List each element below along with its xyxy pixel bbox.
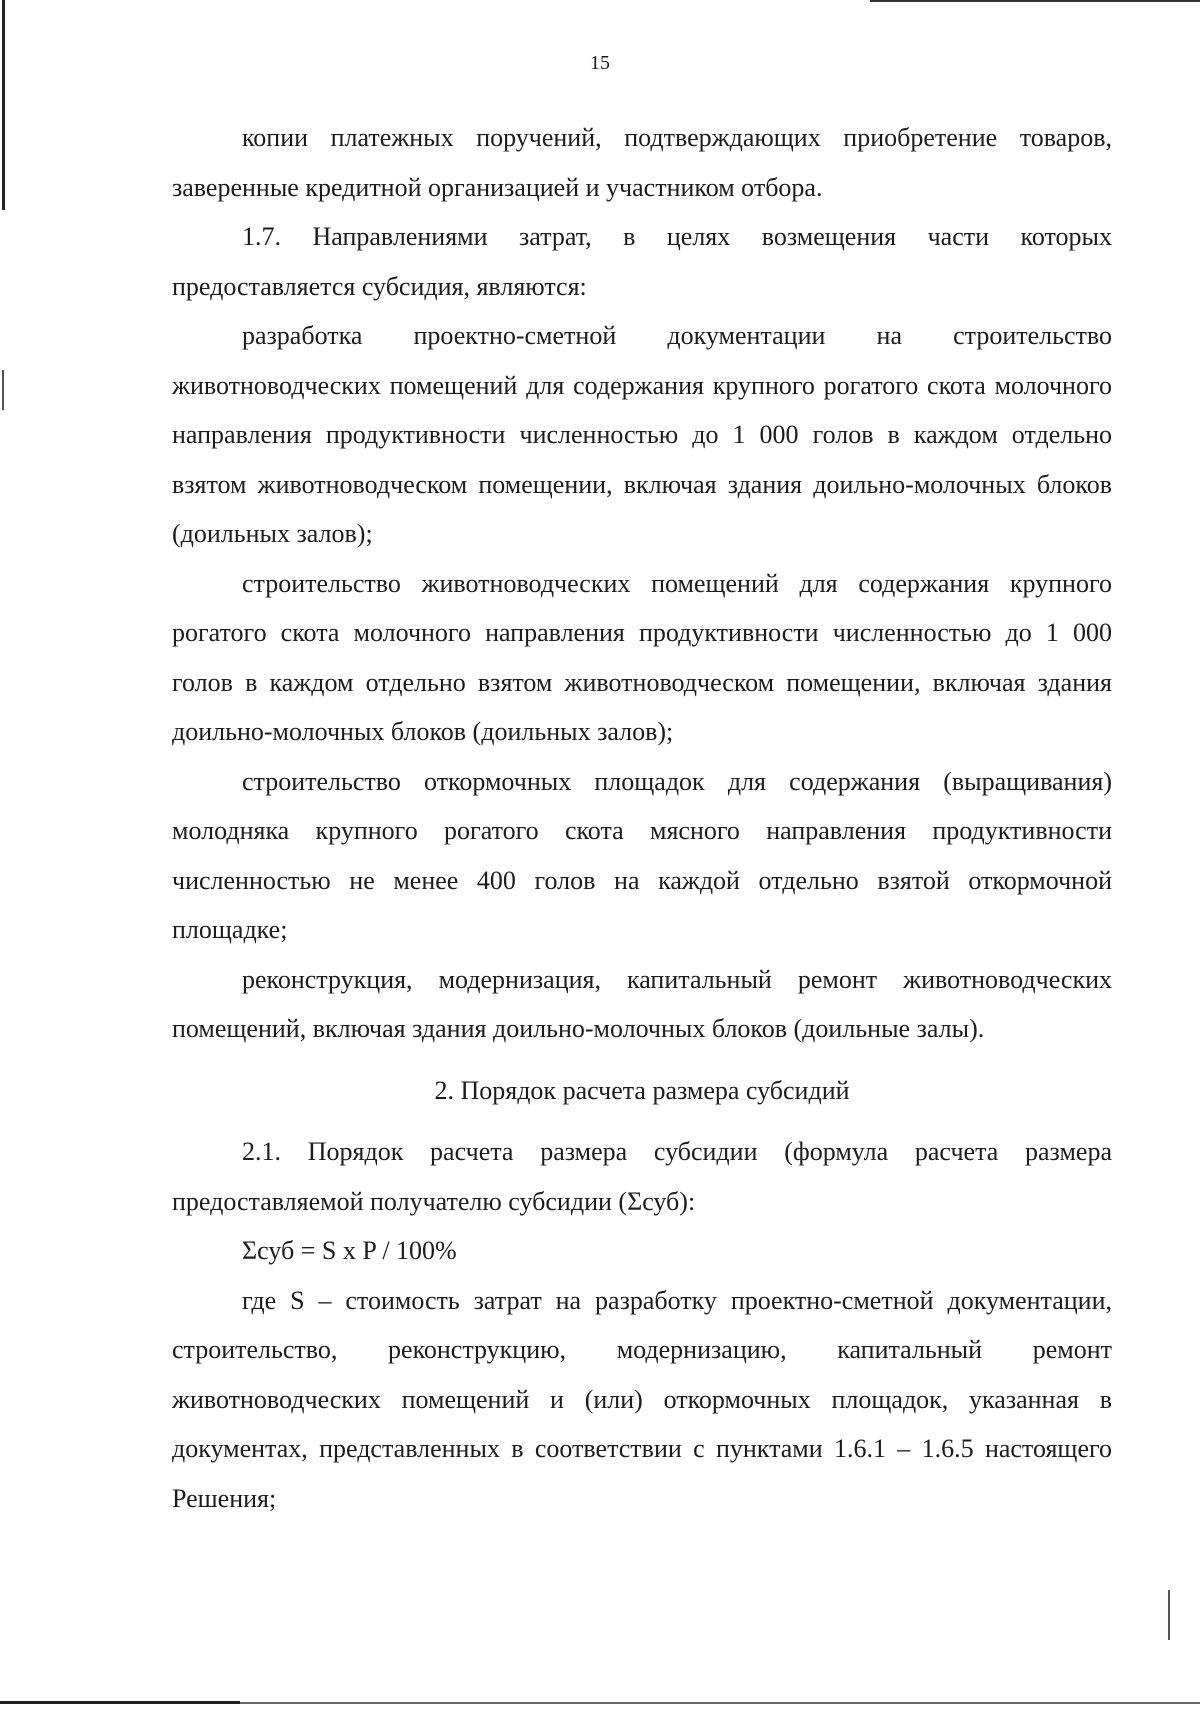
paragraph-payment-orders: копии платежных поручений, подтверждающих приобретение товаров, заверенные кредитной организацией и участником отбора. bbox=[172, 123, 1112, 202]
scan-border-bottom-dark bbox=[0, 1701, 240, 1704]
document-body bbox=[172, 113, 1112, 1523]
paragraph-definition-s: где S – стоимость затрат на разработку проектно-сметной документации, строительство, реконструкцию, модернизацию, капитальный ремонт животноводческих помещений и (или) откормочных площадок, указанная в документах, представленных в соответствии с пунктами 1.6.1 – 1.6.5 настоящего Решения; bbox=[172, 1285, 1112, 1513]
paragraph-design-docs: разработка проектно-сметной документации на строительство животноводческих помещений для содержания крупного рогатого скота молочного направления продуктивности численностью до 1 000 голов в каждом отдельно взятом животноводческом помещении, включая здания доильно-молочных блоков (доильных залов); bbox=[172, 321, 1112, 548]
paragraph-feedlots: строительство откормочных площадок для содержания (выращивания) молодняка крупного рогатого скота мясного направления продуктивности численностью не менее 400 голов на каждой отдельно взятой откормочной площадке; bbox=[172, 766, 1112, 944]
scan-border-left-mark bbox=[2, 370, 4, 410]
section-heading: 2. Порядок расчета размера субсидий bbox=[434, 1075, 850, 1105]
scan-border-right-mark bbox=[1168, 1590, 1170, 1640]
paragraph-construction-dairy: строительство животноводческих помещений для содержания крупного рогатого скота молочного направления продуктивности численностью до 1 000 голов в каждом отдельно взятом животноводческом помещении, включая здания доильно-молочных блоков (доильных залов); bbox=[172, 568, 1112, 746]
scan-border-left bbox=[2, 0, 5, 210]
formula: Σсуб = S x P / 100% bbox=[242, 1236, 457, 1265]
paragraph-reconstruction: реконструкция, модернизация, капитальный ремонт животноводческих помещений, включая здания доильно-молочных блоков (доильные залы). bbox=[172, 964, 1112, 1043]
page-number: 15 bbox=[590, 52, 610, 74]
paragraph-2-1: 2.1. Порядок расчета размера субсидии (формула расчета размера предоставляемой получателю субсидии (Σсуб): bbox=[172, 1137, 1112, 1216]
scan-border-top bbox=[870, 0, 1200, 2]
paragraph-1-7: 1.7. Направлениями затрат, в целях возмещения части которых предоставляется субсидия, являются: bbox=[172, 222, 1112, 301]
